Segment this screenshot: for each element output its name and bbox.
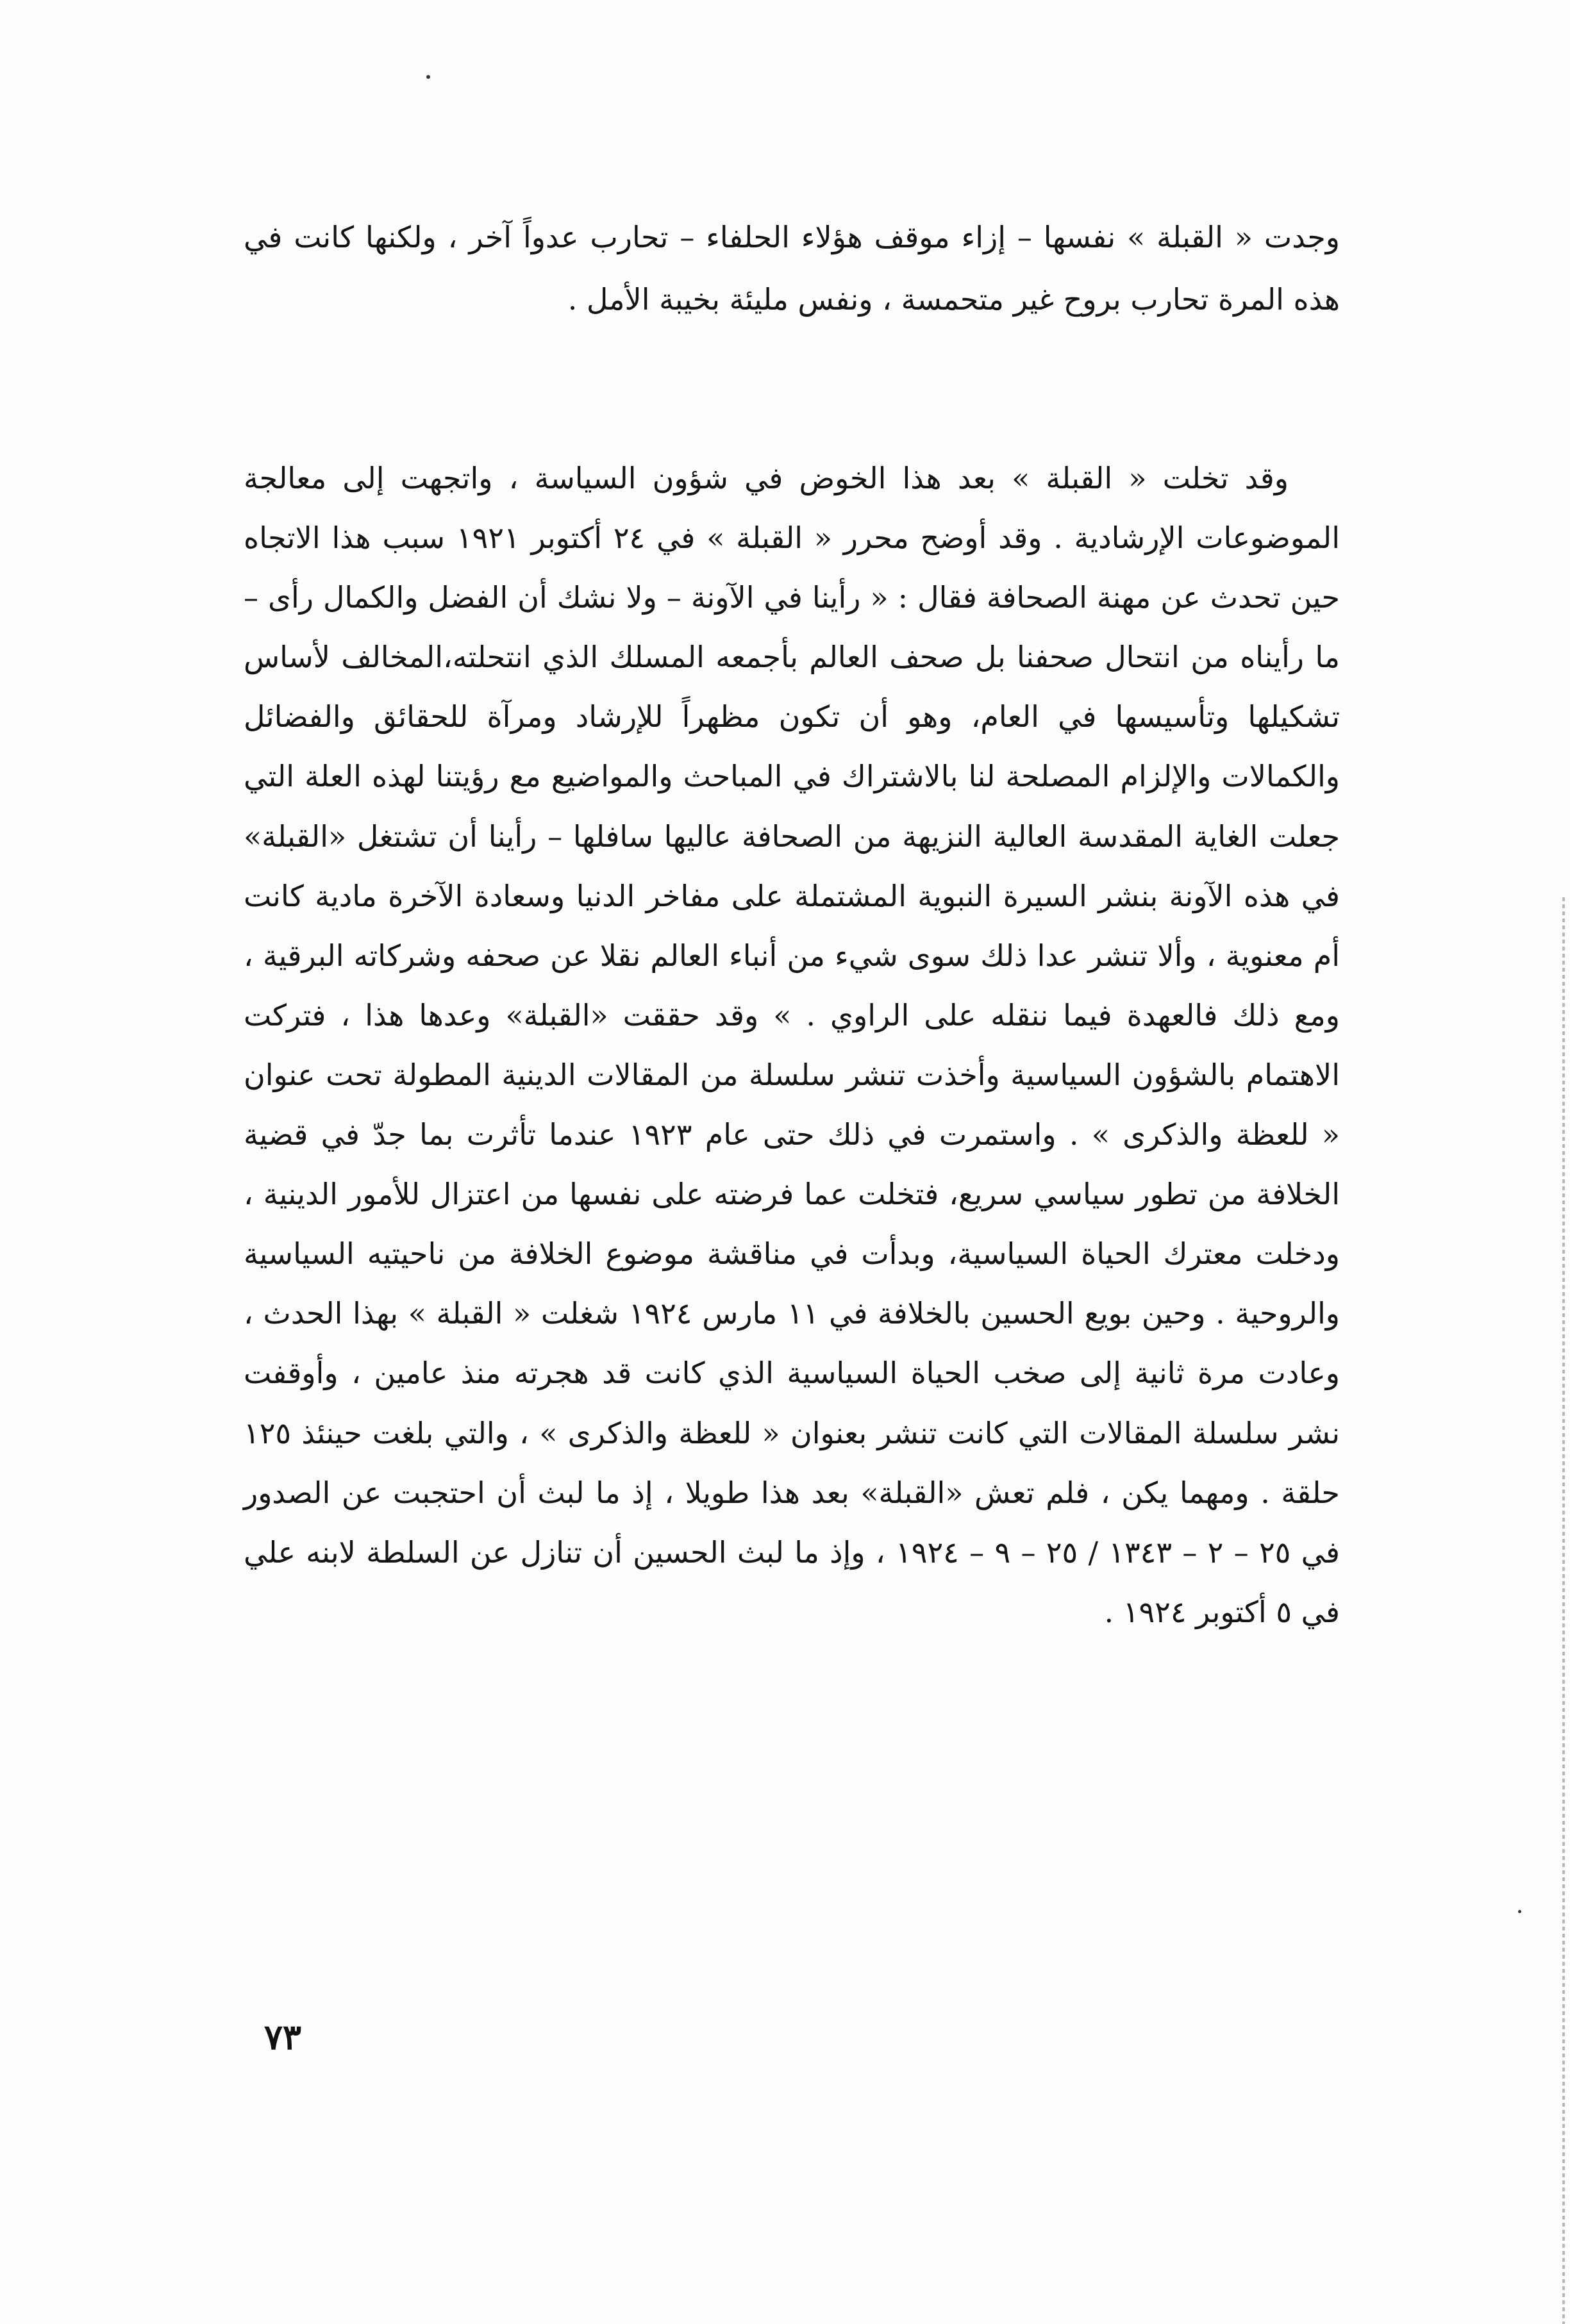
paragraph-block <box>244 206 1340 331</box>
paragraph-2: وقد تخلت « القبلة » بعد هذا الخوض في شؤون السياسة ، واتجهت إلى معالجة الموضوعات الإرشادية . وقد أوضح محرر « القبلة » في ٢٤ أكتوبر ١٩٢١ سبب هذا الاتجاه حين تحدث عن مهنة الصحافة فقال : « رأينا في الآونة – ولا نشك أن الفضل والكمال رأى – ما رأيناه من انتحال صحفنا بل صحف العالم بأجمعه المسلك الذي انتحلته،المخالف لأساس تشكيلها وتأسيسها في العام، وهو أن تكون مظهراً للإرشاد ومرآة للحقائق والفضائل والكمالات والإلزام المصلحة لنا بالاشتراك في المباحث والمواضيع مع رؤيتنا لهذه العلة التي جعلت الغاية المقدسة العالية النزيهة من الصحافة عاليها سافلها – رأينا أن تشتغل «القبلة» في هذه الآونة بنشر السيرة النبوية المشتملة على مفاخر الدنيا وسعادة الآخرة مادية كانت أم معنوية ، وألا تنشر عدا ذلك سوى شيء من أنباء العالم نقلا عن صحفه وشركاته البرقية ، ومع ذلك فالعهدة فيما ننقله على الراوي . » وقد حققت «القبلة» وعدها هذا ، فتركت الاهتمام بالشؤون السياسية وأخذت تنشر سلسلة من المقالات الدينية المطولة تحت عنوان « للعظة والذكرى » . واستمرت في ذلك حتى عام ١٩٢٣ عندما تأثرت بما جدّ في قضية الخلافة من تطور سياسي سريع، فتخلت عما فرضته على نفسها من اعتزال للأمور الدينية ، ودخلت معترك الحياة السياسية، وبدأت في مناقشة موضوع الخلافة من ناحيتيه السياسية والروحية . وحين بويع الحسين بالخلافة في ١١ مارس ١٩٢٤ شغلت « القبلة » بهذا الحدث ، وعادت مرة ثانية إلى صخب الحياة السياسية الذي كانت قد هجرته منذ عامين ، وأوقفت نشر سلسلة المقالات التي كانت تنشر بعنوان « للعظة والذكرى » ، والتي بلغت حينئذ ١٢٥ حلقة . ومهما يكن ، فلم تعش «القبلة» بعد هذا طويلا ، إذ ما لبث أن احتجبت عن الصدور في ٢٥ – ٢ – ١٣٤٣ / ٢٥ – ٩ – ١٩٢٤ ، وإذ ما لبث الحسين أن تنازل عن السلطة لابنه علي في ٥ أكتوبر ١٩٢٤ . <box>244 461 1340 1629</box>
paragraph-block <box>244 449 1340 1642</box>
scan-speck <box>1518 1910 1521 1913</box>
scan-page-edge <box>1562 897 1565 2324</box>
scan-speck <box>426 75 430 79</box>
page-number: ٧٣ <box>264 2016 302 2057</box>
paragraph-1: وجدت « القبلة » نفسها – إزاء موقف هؤلاء الحلفاء – تحارب عدواً آخر ، ولكنها كانت في هذه المرة تحارب بروح غير متحمسة ، ونفس مليئة بخيبة الأمل . <box>244 220 1340 317</box>
